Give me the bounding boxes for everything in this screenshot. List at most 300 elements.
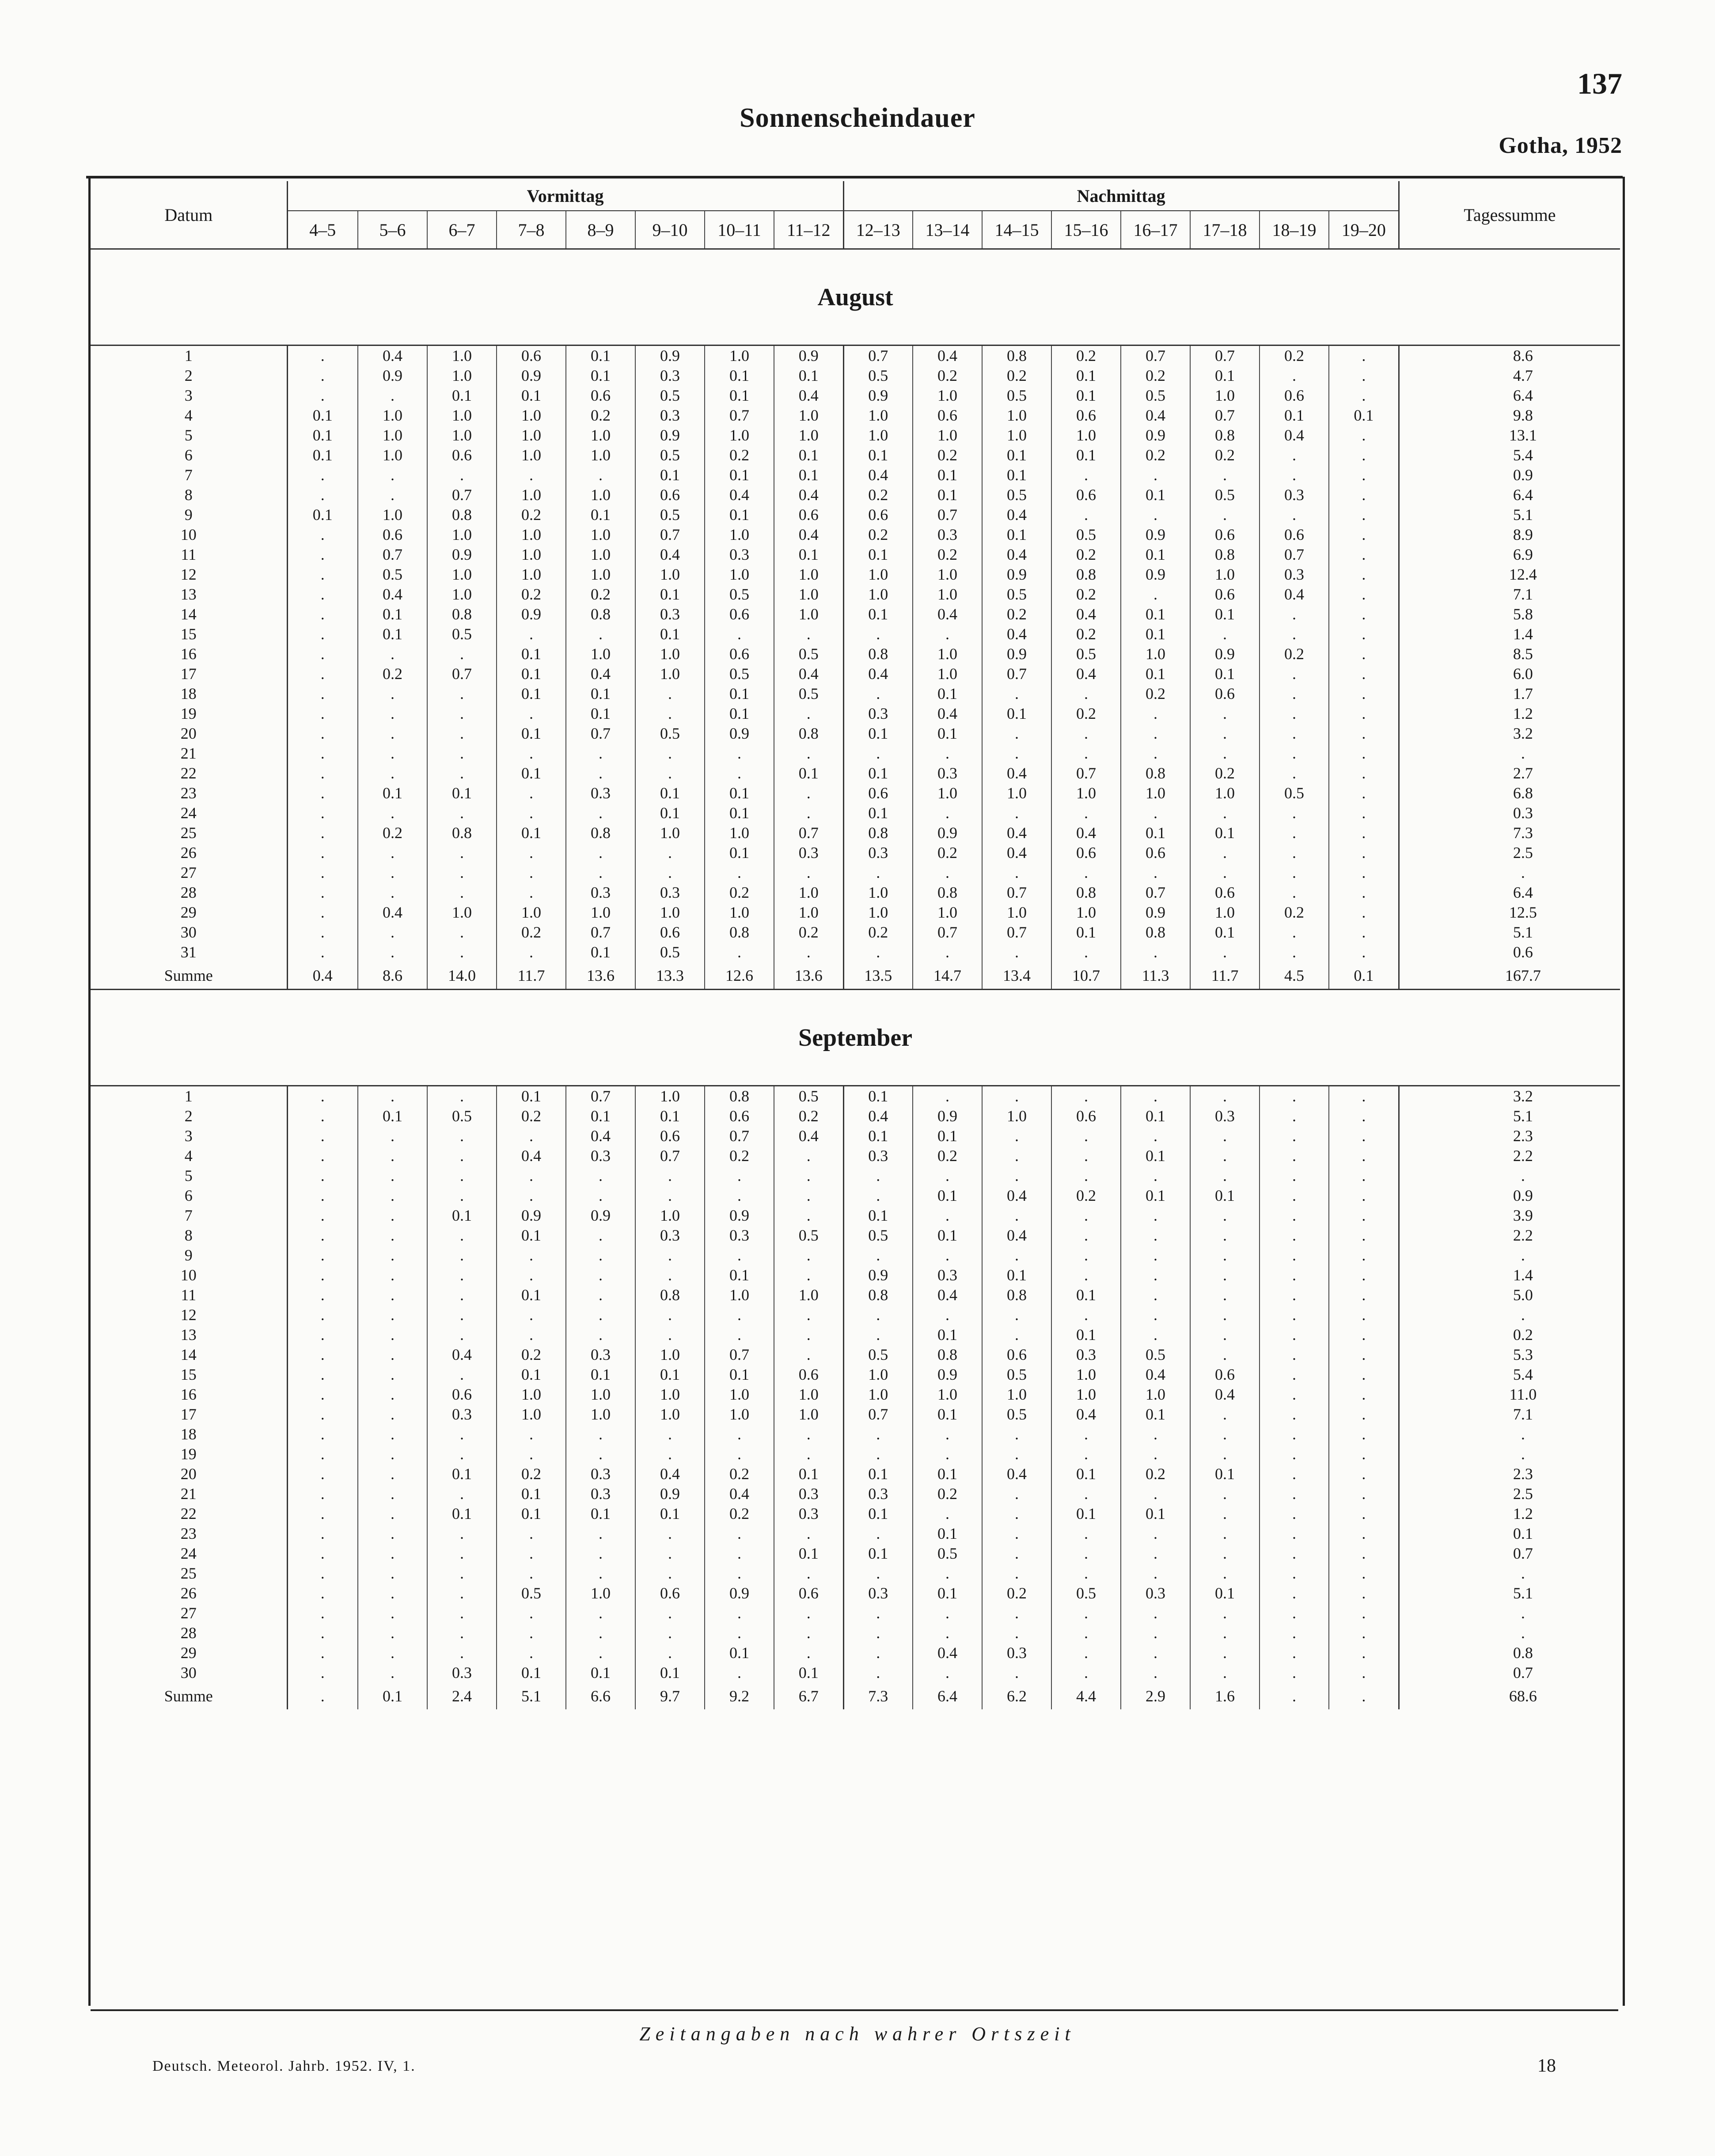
hour-value-cell: . xyxy=(843,1663,913,1683)
hour-value-cell: 1.0 xyxy=(774,565,843,585)
hour-value-cell: 0.1 xyxy=(1121,624,1190,644)
table-row xyxy=(91,366,1620,386)
day-cell: 9 xyxy=(91,505,287,525)
hour-value-cell: 1.0 xyxy=(497,445,566,465)
hour-value-cell: 0.2 xyxy=(497,585,566,604)
hour-value-cell: 0.4 xyxy=(982,545,1051,565)
table-row xyxy=(91,1285,1620,1305)
hour-value-cell: . xyxy=(497,465,566,485)
hour-value-cell: 1.0 xyxy=(635,1086,705,1107)
hour-value-cell: . xyxy=(1190,1484,1260,1504)
hour-value-cell: . xyxy=(427,863,497,883)
hour-value-cell: . xyxy=(320,1604,325,1622)
hour-value-cell: . xyxy=(320,1127,325,1145)
hour-value-cell: 1.0 xyxy=(843,1385,913,1404)
hour-value-cell: . xyxy=(427,1126,497,1146)
hour-value-cell: 0.5 xyxy=(705,585,774,604)
hour-value-cell: 0.2 xyxy=(843,525,913,545)
hour-value-cell: 0.8 xyxy=(1051,883,1121,903)
hour-value-cell: 0.6 xyxy=(497,345,566,366)
hour-value-cell: 0.4 xyxy=(312,966,333,984)
hour-value-cell: 1.0 xyxy=(497,565,566,585)
hour-value-cell: . xyxy=(358,1404,427,1424)
hour-value-cell: 0.9 xyxy=(1190,644,1260,664)
hour-value-cell: 0.9 xyxy=(913,823,982,843)
hour-value-cell: 0.5 xyxy=(982,485,1051,505)
hour-value-cell: 0.1 xyxy=(913,465,982,485)
table-row xyxy=(91,505,1620,525)
hour-value-cell: 0.8 xyxy=(774,724,843,744)
hour-value-cell: 0.5 xyxy=(358,565,427,585)
hour-value-cell: 1.0 xyxy=(1121,1385,1190,1404)
hour-value-cell: . xyxy=(358,1226,427,1245)
hour-value-cell: . xyxy=(774,704,843,724)
hour-value-cell: . xyxy=(1329,1265,1399,1285)
daily-total-cell: 8.9 xyxy=(1513,526,1533,543)
hour-value-cell: 1.0 xyxy=(635,903,705,922)
hour-value-cell: 1.0 xyxy=(635,823,705,843)
hour-value-cell: . xyxy=(358,1146,427,1166)
hour-value-cell: . xyxy=(1260,1186,1329,1206)
hour-value-cell: . xyxy=(427,1245,497,1265)
hour-value-cell: . xyxy=(982,1504,1051,1524)
day-cell: 27 xyxy=(91,1603,287,1623)
hour-value-cell: . xyxy=(635,744,705,763)
hour-value-cell: 13.4 xyxy=(982,962,1051,990)
hour-value-cell: . xyxy=(774,1186,843,1206)
hour-value-cell: . xyxy=(913,1206,982,1226)
day-cell: 20 xyxy=(91,1464,287,1484)
hour-value-cell: . xyxy=(1190,1663,1260,1683)
hour-value-cell: 1.0 xyxy=(566,644,635,664)
hour-value-cell: . xyxy=(1329,1564,1399,1583)
table-row xyxy=(91,803,1620,823)
hour-value-cell: 0.4 xyxy=(1051,604,1121,624)
hour-value-cell: 0.5 xyxy=(774,644,843,664)
day-cell: 18 xyxy=(91,1424,287,1444)
hour-value-cell: . xyxy=(843,1245,913,1265)
hour-value-cell: . xyxy=(320,1485,325,1503)
hour-value-cell: 0.8 xyxy=(913,883,982,903)
hour-value-cell: 0.4 xyxy=(358,345,427,366)
day-cell: 25 xyxy=(91,1564,287,1583)
hour-value-cell: 0.1 xyxy=(1121,1504,1190,1524)
hour-value-cell: 1.0 xyxy=(1051,1385,1121,1404)
daily-total-cell: 5.3 xyxy=(1513,1346,1533,1363)
hour-value-cell: . xyxy=(1121,803,1190,823)
hour-value-cell: 0.3 xyxy=(427,1663,497,1683)
daily-total-cell: 6.9 xyxy=(1513,546,1533,563)
hour-value-cell: . xyxy=(774,1524,843,1544)
hour-value-cell: 0.1 xyxy=(913,724,982,744)
hour-value-cell: . xyxy=(1190,942,1260,962)
hour-value-cell: 0.4 xyxy=(982,823,1051,843)
hour-value-cell: . xyxy=(497,883,566,903)
afternoon-group-header: Nachmittag xyxy=(843,181,1399,211)
daily-total-cell: 2.5 xyxy=(1513,844,1533,862)
hour-value-cell: 0.9 xyxy=(1121,525,1190,545)
hour-value-cell: . xyxy=(497,863,566,883)
hour-value-cell: . xyxy=(982,1126,1051,1146)
hour-value-cell: . xyxy=(1329,1464,1399,1484)
hour-value-cell: 0.6 xyxy=(1190,585,1260,604)
hour-value-cell: . xyxy=(497,624,566,644)
table-row xyxy=(91,1305,1620,1325)
hour-value-cell: . xyxy=(705,1444,774,1464)
hour-value-cell: . xyxy=(1190,624,1260,644)
hour-value-cell: . xyxy=(1190,1345,1260,1365)
table-row xyxy=(91,704,1620,724)
hour-value-cell: 0.7 xyxy=(774,823,843,843)
hour-value-cell: . xyxy=(705,1663,774,1683)
hour-value-cell: . xyxy=(320,1465,325,1483)
hour-value-cell: 0.1 xyxy=(497,1226,566,1245)
hour-value-cell: 0.4 xyxy=(982,843,1051,863)
hour-value-cell: . xyxy=(358,1603,427,1623)
table-body xyxy=(91,249,1620,1710)
hour-value-cell: . xyxy=(427,465,497,485)
hour-value-cell: 4.4 xyxy=(1051,1683,1121,1709)
daily-total-cell: 1.7 xyxy=(1513,685,1533,702)
hour-value-cell: . xyxy=(358,1285,427,1305)
hour-value-cell: 1.0 xyxy=(358,505,427,525)
table-row xyxy=(91,1146,1620,1166)
hour-value-cell: 1.0 xyxy=(635,644,705,664)
hour-value-cell: 0.3 xyxy=(705,1226,774,1245)
hour-value-cell: 0.3 xyxy=(1121,1583,1190,1603)
hour-value-cell: 0.3 xyxy=(843,843,913,863)
hour-value-cell: 0.1 xyxy=(1051,445,1121,465)
hour-value-cell: 0.8 xyxy=(1121,922,1190,942)
hour-value-cell: 0.1 xyxy=(1190,922,1260,942)
hour-value-cell: . xyxy=(1051,1086,1121,1107)
table-row xyxy=(91,1385,1620,1404)
hour-value-cell: . xyxy=(1260,624,1329,644)
hour-value-cell: 0.7 xyxy=(635,525,705,545)
hour-value-cell: . xyxy=(1190,1504,1260,1524)
hour-value-cell: 0.5 xyxy=(635,505,705,525)
hour-value-cell: 0.5 xyxy=(1190,485,1260,505)
hour-value-cell: 0.8 xyxy=(913,1345,982,1365)
hour-value-cell: . xyxy=(566,1544,635,1564)
hour-value-cell: . xyxy=(1329,1325,1399,1345)
hour-value-cell: 0.9 xyxy=(913,1106,982,1126)
hour-value-cell: . xyxy=(982,724,1051,744)
hour-value-cell: 0.9 xyxy=(705,1206,774,1226)
hour-value-cell: 0.6 xyxy=(1051,1106,1121,1126)
hour-value-cell: . xyxy=(1329,525,1399,545)
hour-value-cell: 0.1 xyxy=(982,704,1051,724)
hour-value-cell: 0.6 xyxy=(1051,843,1121,863)
hour-value-cell: 2.4 xyxy=(427,1683,497,1709)
hour-value-cell: 0.6 xyxy=(1260,386,1329,406)
hour-value-cell: 0.1 xyxy=(774,763,843,783)
hour-value-cell: . xyxy=(358,644,427,664)
hour-value-cell: . xyxy=(843,1643,913,1663)
hour-value-cell: 0.3 xyxy=(843,1484,913,1504)
hour-value-cell: 6.6 xyxy=(566,1683,635,1709)
hour-value-cell: . xyxy=(982,1166,1051,1186)
hour-value-cell: 0.1 xyxy=(1051,386,1121,406)
hour-value-cell: 0.1 xyxy=(774,366,843,386)
day-cell: 9 xyxy=(91,1245,287,1265)
hour-value-cell: 0.4 xyxy=(774,664,843,684)
daily-total-cell: 3.9 xyxy=(1513,1207,1533,1224)
hour-value-cell: 0.1 xyxy=(843,724,913,744)
hour-value-cell: 13.3 xyxy=(635,962,705,990)
hour-value-cell: . xyxy=(1260,1385,1329,1404)
hour-value-cell: . xyxy=(358,1325,427,1345)
hour-value-cell: 14.7 xyxy=(913,962,982,990)
hour-value-cell: 1.0 xyxy=(566,565,635,585)
hour-value-cell: . xyxy=(1121,1663,1190,1683)
hour-value-cell: . xyxy=(913,1444,982,1464)
hour-value-cell: 0.7 xyxy=(1121,345,1190,366)
hour-value-cell: 0.5 xyxy=(774,684,843,704)
hour-value-cell: 1.0 xyxy=(913,585,982,604)
hour-value-cell: . xyxy=(1329,1603,1399,1623)
hour-value-cell: 0.1 xyxy=(566,1365,635,1385)
hour-value-cell: 0.6 xyxy=(774,1583,843,1603)
hour-value-cell: . xyxy=(774,744,843,763)
day-cell: 12 xyxy=(91,1305,287,1325)
hour-value-cell: . xyxy=(566,744,635,763)
hour-value-cell: . xyxy=(427,1623,497,1643)
hour-value-cell: 0.4 xyxy=(1121,1365,1190,1385)
hour-value-cell: . xyxy=(1329,505,1399,525)
hour-value-cell: . xyxy=(320,1545,325,1562)
hour-value-cell: . xyxy=(635,1444,705,1464)
hour-value-cell: . xyxy=(358,803,427,823)
hour-value-cell: . xyxy=(320,1505,325,1522)
hour-value-cell: . xyxy=(497,803,566,823)
hour-value-cell: . xyxy=(1051,1663,1121,1683)
hour-value-cell: 0.1 xyxy=(497,1086,566,1107)
hour-value-cell: 0.4 xyxy=(1051,664,1121,684)
hour-value-cell: . xyxy=(566,1424,635,1444)
hour-value-cell: 0.6 xyxy=(774,1365,843,1385)
hour-value-cell: 0.4 xyxy=(705,1484,774,1504)
hour-value-cell: . xyxy=(843,624,913,644)
hour-value-cell: . xyxy=(1051,1444,1121,1464)
hour-value-cell: 0.3 xyxy=(566,1345,635,1365)
hour-value-cell: 1.0 xyxy=(913,783,982,803)
hour-value-cell: . xyxy=(1121,942,1190,962)
table-row xyxy=(91,644,1620,664)
hour-value-cell: . xyxy=(358,744,427,763)
hour-value-cell: 0.9 xyxy=(635,345,705,366)
hour-value-cell: . xyxy=(1121,1206,1190,1226)
hour-value-cell: . xyxy=(320,1207,325,1224)
hour-value-cell: . xyxy=(1329,545,1399,565)
day-cell: 24 xyxy=(91,1544,287,1564)
hour-value-cell: . xyxy=(566,1623,635,1643)
table-row xyxy=(91,1126,1620,1146)
hour-value-cell: 12.6 xyxy=(705,962,774,990)
daily-total-cell: 6.8 xyxy=(1513,784,1533,802)
hour-value-cell: 0.6 xyxy=(635,485,705,505)
hour-value-cell: 1.0 xyxy=(427,903,497,922)
hour-value-cell: . xyxy=(635,1623,705,1643)
hour-value-cell: . xyxy=(1190,1424,1260,1444)
hour-value-cell: 0.9 xyxy=(427,545,497,565)
hour-value-cell: 0.1 xyxy=(566,366,635,386)
hour-value-cell: . xyxy=(774,1146,843,1166)
hour-value-cell: . xyxy=(497,1524,566,1544)
hour-value-cell: 0.1 xyxy=(312,406,333,424)
hour-value-cell: 0.7 xyxy=(566,724,635,744)
hour-value-cell: 0.5 xyxy=(635,942,705,962)
hour-value-cell: . xyxy=(774,1325,843,1345)
hour-value-cell: . xyxy=(774,1424,843,1444)
hour-value-cell: 0.6 xyxy=(566,386,635,406)
day-cell: 3 xyxy=(91,386,287,406)
hour-value-cell: . xyxy=(843,1444,913,1464)
hour-value-cell: 0.4 xyxy=(1190,1385,1260,1404)
table-row xyxy=(91,585,1620,604)
hour-value-cell: 0.1 xyxy=(497,823,566,843)
table-row xyxy=(91,1345,1620,1365)
hour-value-cell: 4.5 xyxy=(1260,962,1329,990)
hour-value-cell: . xyxy=(1190,1524,1260,1544)
day-cell: 25 xyxy=(91,823,287,843)
hour-value-cell: . xyxy=(1190,1404,1260,1424)
hour-value-cell: . xyxy=(1260,1365,1329,1385)
hour-value-cell: . xyxy=(843,1524,913,1544)
hour-value-cell: 0.2 xyxy=(1121,1464,1190,1484)
hour-value-cell: . xyxy=(843,1623,913,1643)
hour-value-cell: . xyxy=(635,704,705,724)
daily-total-cell: 2.3 xyxy=(1513,1127,1533,1145)
daily-total-cell: 2.2 xyxy=(1513,1226,1533,1244)
table-row xyxy=(91,1564,1620,1583)
hour-value-cell: 0.6 xyxy=(705,1106,774,1126)
hour-header-cell: 7–8 xyxy=(497,211,566,249)
hour-value-cell: . xyxy=(358,1524,427,1544)
hour-value-cell: . xyxy=(427,1305,497,1325)
hour-value-cell: 0.1 xyxy=(705,1643,774,1663)
hour-value-cell: . xyxy=(982,1146,1051,1166)
hour-value-cell: 0.1 xyxy=(1051,1504,1121,1524)
hour-value-cell: . xyxy=(320,1226,325,1244)
hour-value-cell: . xyxy=(427,1424,497,1444)
hour-value-cell: 1.0 xyxy=(635,1385,705,1404)
hour-value-cell: . xyxy=(320,546,325,563)
hour-value-cell: . xyxy=(320,665,325,683)
hour-value-cell: . xyxy=(1260,445,1329,465)
hour-value-cell: . xyxy=(1051,1265,1121,1285)
hour-value-cell: 5.1 xyxy=(497,1683,566,1709)
hour-value-cell: 0.1 xyxy=(705,505,774,525)
daily-total-cell: 6.0 xyxy=(1513,665,1533,683)
hour-value-cell: . xyxy=(982,1245,1051,1265)
hour-value-cell: 0.3 xyxy=(982,1643,1051,1663)
hour-value-cell: 0.4 xyxy=(982,624,1051,644)
hour-value-cell: . xyxy=(320,884,325,901)
hour-value-cell: 0.6 xyxy=(843,783,913,803)
day-cell: 5 xyxy=(91,1166,287,1186)
day-cell: 16 xyxy=(91,1385,287,1404)
table-row xyxy=(91,445,1620,465)
daily-total-cell: 5.1 xyxy=(1513,1584,1533,1602)
hour-value-cell: 1.0 xyxy=(705,525,774,545)
hour-value-cell: . xyxy=(1121,1305,1190,1325)
hour-value-cell: . xyxy=(1329,1385,1399,1404)
hour-value-cell: 1.0 xyxy=(774,604,843,624)
hour-value-cell: 0.4 xyxy=(1051,1404,1121,1424)
hour-value-cell: 0.1 xyxy=(1121,1106,1190,1126)
daily-total-header: Tagessumme xyxy=(1399,181,1620,249)
hour-value-cell: . xyxy=(1260,1484,1329,1504)
hour-value-cell: 0.2 xyxy=(705,1464,774,1484)
hour-value-cell: 0.5 xyxy=(843,1345,913,1365)
hour-value-cell: 0.1 xyxy=(427,783,497,803)
hour-value-cell: 0.8 xyxy=(1190,425,1260,445)
hour-value-cell: 0.6 xyxy=(1190,684,1260,704)
hour-value-cell: . xyxy=(1260,505,1329,525)
daily-total-cell: 7.1 xyxy=(1513,1405,1533,1423)
day-cell: 23 xyxy=(91,1524,287,1544)
day-cell: 10 xyxy=(91,1265,287,1285)
hour-value-cell: 0.2 xyxy=(358,664,427,684)
hour-value-cell: 0.1 xyxy=(312,446,333,464)
table-bottom-rule xyxy=(91,2009,1618,2011)
hour-value-cell: 0.9 xyxy=(913,1365,982,1385)
hour-value-cell: 0.6 xyxy=(1190,883,1260,903)
hour-value-cell: . xyxy=(1051,505,1121,525)
hour-value-cell: . xyxy=(982,1484,1051,1504)
hour-value-cell: 0.1 xyxy=(982,465,1051,485)
hour-value-cell: 0.1 xyxy=(1121,1404,1190,1424)
hour-value-cell: . xyxy=(1260,1444,1329,1464)
hour-value-cell: 6.4 xyxy=(913,1683,982,1709)
hour-value-cell: . xyxy=(320,387,325,404)
hour-value-cell: 0.7 xyxy=(566,922,635,942)
hour-value-cell: 0.1 xyxy=(566,684,635,704)
table-row xyxy=(91,565,1620,585)
hour-value-cell: 9.7 xyxy=(635,1683,705,1709)
hour-value-cell: 0.1 xyxy=(358,1106,427,1126)
hour-value-cell: 0.5 xyxy=(635,386,705,406)
hour-value-cell: . xyxy=(497,744,566,763)
hour-value-cell: . xyxy=(320,1624,325,1642)
hour-value-cell: 0.1 xyxy=(1051,1325,1121,1345)
hour-value-cell: 0.1 xyxy=(774,445,843,465)
hour-value-cell: 0.4 xyxy=(843,465,913,485)
hour-value-cell: . xyxy=(320,367,325,384)
hour-value-cell: . xyxy=(358,1424,427,1444)
hour-value-cell: . xyxy=(1329,1086,1399,1107)
hour-value-cell: . xyxy=(1329,903,1399,922)
hour-value-cell: 1.0 xyxy=(566,425,635,445)
hour-value-cell: . xyxy=(320,1644,325,1662)
hour-value-cell: 0.6 xyxy=(1051,485,1121,505)
hour-value-cell: 0.6 xyxy=(635,1126,705,1146)
hour-value-cell: 0.4 xyxy=(497,1146,566,1166)
hour-value-cell: 0.1 xyxy=(427,1464,497,1484)
hour-value-cell: . xyxy=(705,1325,774,1345)
hour-value-cell: . xyxy=(1121,863,1190,883)
hour-value-cell: 0.3 xyxy=(635,406,705,425)
hour-value-cell: 0.2 xyxy=(774,1106,843,1126)
hour-value-cell: 0.1 xyxy=(843,1544,913,1564)
hour-value-cell: 0.2 xyxy=(913,1146,982,1166)
hour-value-cell: 0.1 xyxy=(1121,604,1190,624)
monthly-total: 68.6 xyxy=(1509,1687,1537,1705)
day-cell: 21 xyxy=(91,1484,287,1504)
hour-value-cell: . xyxy=(1051,684,1121,704)
hour-value-cell: . xyxy=(1260,664,1329,684)
